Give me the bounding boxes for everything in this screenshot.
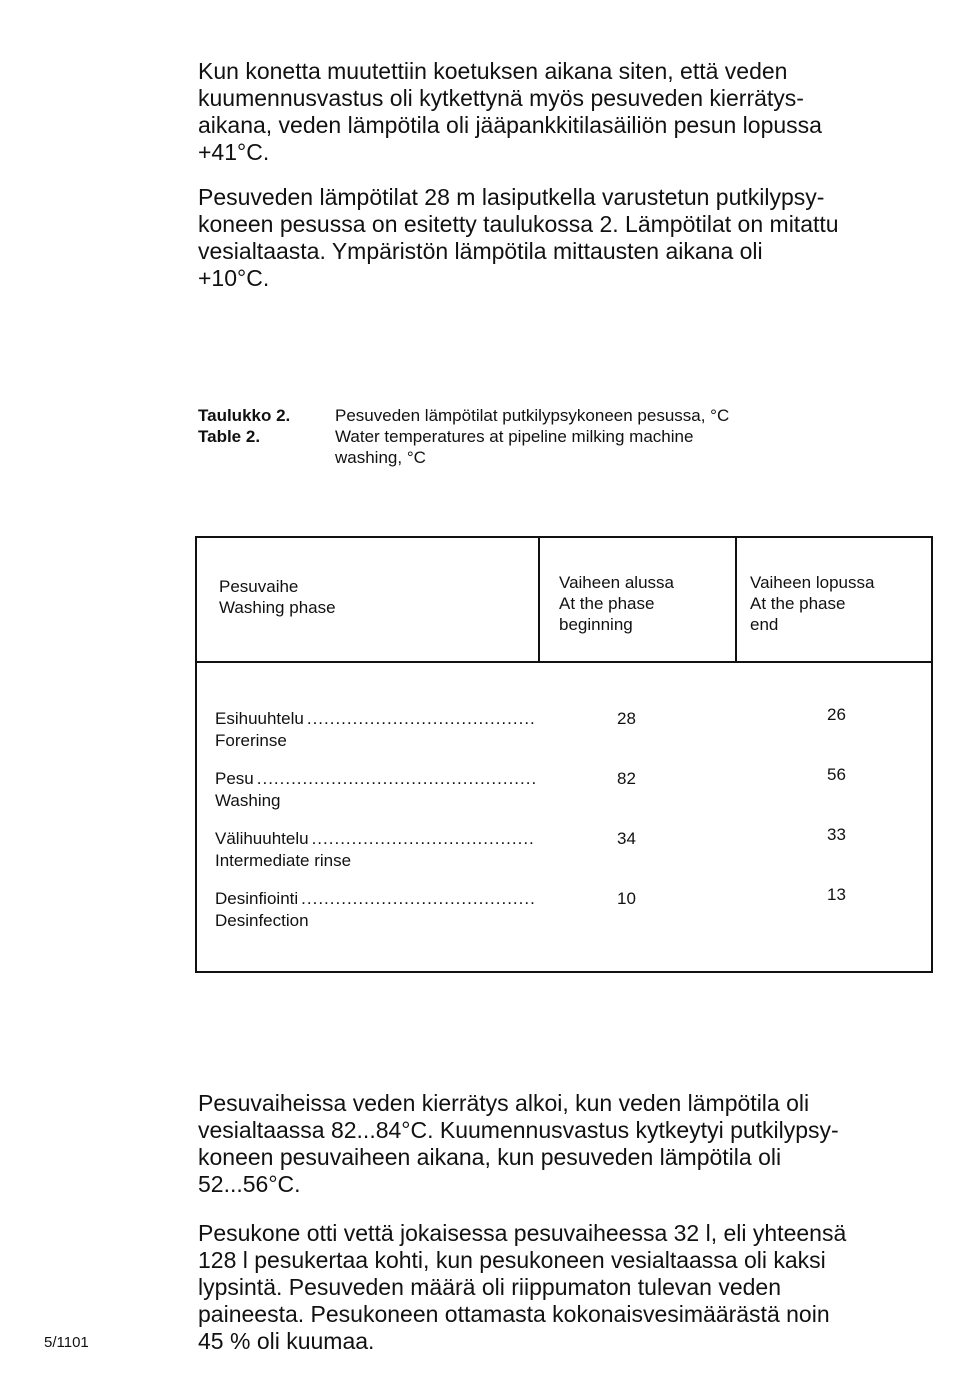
text-line: koneen pesussa on esitetty taulukossa 2. Lämpötilat on mitattu	[198, 211, 839, 237]
header-phase-end: Vaiheen lopussa At the phase end	[750, 573, 875, 634]
value-end: 56	[827, 765, 846, 784]
paragraph-3	[198, 1090, 938, 1198]
value-begin: 82	[617, 769, 636, 788]
header-washing-phase: Pesuvaihe Washing phase	[219, 577, 336, 617]
temperature-table	[195, 536, 933, 973]
paragraph-2	[198, 184, 938, 292]
text-line: koneen pesuvaiheen aikana, kun pesuveden lämpötila oli	[198, 1144, 782, 1170]
caption-text-fi: Pesuveden lämpötilat putkilypsykoneen pesussa, °C	[335, 406, 730, 425]
value-begin: 28	[617, 709, 636, 728]
text-line: kuumennusvastus oli kytkettynä myös pesuveden kierrätys-	[198, 85, 804, 111]
table-row	[197, 825, 931, 888]
header-phase-beginning: Vaiheen alussa At the phase beginning	[559, 573, 674, 634]
caption-text-en: Water temperatures at pipeline milking machine	[335, 427, 694, 446]
text-line: lypsintä. Pesuveden määrä oli riippumaton tulevan veden	[198, 1274, 782, 1300]
text-line: Pesukone otti vettä jokaisessa pesuvaiheessa 32 l, eli yhteensä	[198, 1220, 847, 1246]
caption-text-en: washing, °C	[335, 448, 426, 467]
table-caption-label	[198, 405, 290, 447]
table-row	[197, 765, 931, 828]
row-label-en: Washing	[215, 791, 281, 810]
row-label-en: Intermediate rinse	[215, 851, 352, 870]
text-line: vesialtaasta. Ympäristön lämpötila mittausten aikana oli	[198, 238, 763, 264]
text-line: +41°C.	[198, 139, 270, 165]
value-end: 13	[827, 885, 846, 904]
text-line: aikana, veden lämpötila oli jääpankkitilasäiliön pesun lopussa	[198, 112, 822, 138]
value-end: 26	[827, 705, 846, 724]
paragraph-1	[198, 58, 938, 166]
row-label-en: Desinfection	[215, 911, 309, 930]
table-row	[197, 885, 931, 948]
text-line: Pesuveden lämpötilat 28 m lasiputkella varustetun putkilypsy-	[198, 184, 825, 210]
table-divider	[538, 538, 540, 661]
text-line: Kun konetta muutettiin koetuksen aikana siten, että veden	[198, 58, 788, 84]
row-label-en: Forerinse	[215, 731, 287, 750]
row-label-fi: Pesu	[215, 769, 254, 788]
text-line: paineesta. Pesukoneen ottamasta kokonaisvesimäärästä noin	[198, 1301, 830, 1327]
page-number: 5/1101	[44, 1334, 89, 1351]
text-line: vesialtaassa 82...84°C. Kuumennusvastus kytkeytyi putkilypsy-	[198, 1117, 839, 1143]
value-end: 33	[827, 825, 846, 844]
value-begin: 10	[617, 889, 636, 908]
table-header-rule	[197, 661, 931, 663]
table-caption-text	[335, 405, 915, 468]
text-line: 52...56°C.	[198, 1171, 301, 1197]
row-label-fi: Desinfiointi	[215, 889, 299, 908]
caption-label-en: Table 2.	[198, 427, 261, 446]
text-line: 128 l pesukertaa kohti, kun pesukoneen vesialtaassa oli kaksi	[198, 1247, 826, 1273]
table-row	[197, 705, 931, 768]
row-label-fi: Esihuuhtelu	[215, 709, 304, 728]
text-line: 45 % oli kuumaa.	[198, 1328, 375, 1354]
value-begin: 34	[617, 829, 636, 848]
paragraph-4	[198, 1220, 938, 1355]
text-line: Pesuvaiheissa veden kierrätys alkoi, kun veden lämpötila oli	[198, 1090, 810, 1116]
text-line: +10°C.	[198, 265, 270, 291]
row-label-fi: Välihuuhtelu	[215, 829, 309, 848]
table-divider	[735, 538, 737, 661]
caption-label-fi: Taulukko 2.	[198, 406, 291, 425]
